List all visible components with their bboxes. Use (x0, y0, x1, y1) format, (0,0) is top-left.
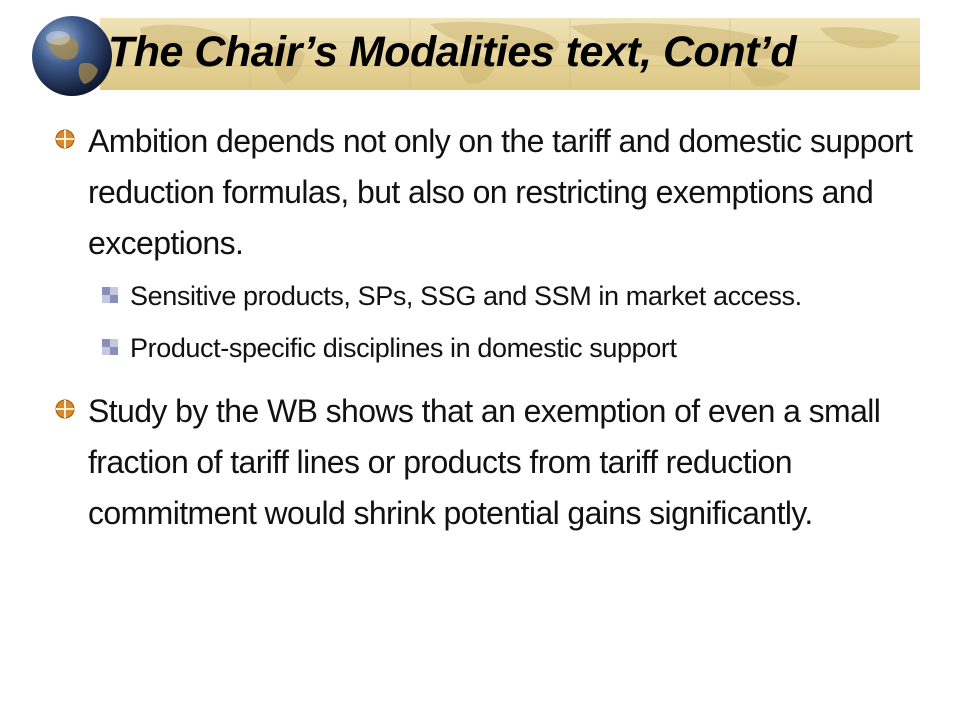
slide-title: The Chair’s Modalities text, Cont’d (108, 28, 797, 76)
subbullet-2-text: Product-specific disciplines in domestic support (130, 333, 677, 363)
square-bullet-icon (101, 286, 119, 304)
square-bullet-icon (101, 338, 119, 356)
bullet-1-text: Ambition depends not only on the tariff and domestic support reduction formulas, but also on restricting exemptions and exceptions. (88, 123, 913, 261)
compass-bullet-icon (54, 398, 76, 420)
bullet-2-text: Study by the WB shows that an exemption of even a small fraction of tariff lines or products from tariff reduction commitment would shrink potential gains significantly. (88, 393, 881, 531)
subbullet-1-text: Sensitive products, SPs, SSG and SSM in market access. (130, 281, 802, 311)
globe-icon (30, 14, 114, 98)
compass-bullet-icon (54, 128, 76, 150)
